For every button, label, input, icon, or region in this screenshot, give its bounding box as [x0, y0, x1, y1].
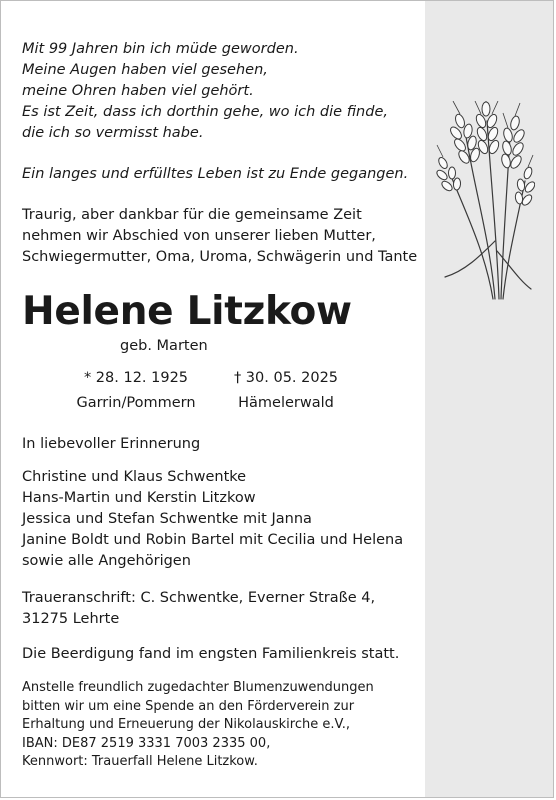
life-dates [56, 368, 422, 414]
maiden-name: geb. Marten [120, 338, 208, 354]
family-list [22, 467, 422, 572]
donation-line: Erhaltung und Erneuerung der Nikolauskirche e.V., [22, 717, 350, 732]
donation-line: bitten wir um eine Spende an den Förderverein zur [22, 698, 355, 714]
obituary-text [22, 39, 422, 772]
donation-line: Kennwort: Trauerfall Helene Litzkow. [22, 754, 258, 769]
wheat-ears-icon [435, 101, 535, 301]
intro-line: Traurig, aber dankbar für die gemeinsame Zeit [22, 207, 362, 223]
intro-line: nehmen wir Abschied von unserer lieben Mutter, [22, 228, 376, 244]
donation-line: Anstelle freundlich zugedachter Blumenzuwendungen [22, 680, 374, 695]
address-line: 31275 Lehrte [22, 611, 120, 627]
family-member: Hans-Martin und Kerstin Litzkow [22, 490, 256, 506]
poem-line: die ich so vermisst habe. [22, 125, 204, 141]
mourning-address [22, 588, 422, 630]
family-member: Janine Boldt und Robin Bartel mit Cecilia und Helena [22, 532, 404, 548]
family-member: sowie alle Angehörigen [22, 553, 191, 569]
deceased-name: Helene Litzkow [22, 289, 352, 334]
burial-note: Die Beerdigung fand im engsten Familienkreis statt. [22, 646, 400, 662]
closing-line: Ein langes und erfülltes Leben ist zu Ende gegangen. [22, 166, 409, 182]
side-strip [425, 1, 553, 797]
poem-line: Es ist Zeit, dass ich dorthin gehe, wo ich die finde, [22, 104, 388, 120]
birth-date: * 28. 12. 1925 [83, 370, 189, 386]
family-member: Jessica und Stefan Schwentke mit Janna [22, 511, 312, 527]
birth-place: Garrin/Pommern [76, 395, 196, 411]
death-date: † 30. 05. 2025 [233, 370, 339, 386]
intro-text [22, 205, 422, 268]
memory-heading: In liebevoller Erinnerung [22, 436, 201, 452]
donation-note [22, 679, 422, 772]
poem-line: meine Ohren haben viel gehört. [22, 83, 254, 99]
poem [22, 39, 422, 144]
poem-line: Mit 99 Jahren bin ich müde geworden. [22, 41, 299, 57]
intro-line: Schwiegermutter, Oma, Uroma, Schwägerin und Tante [22, 249, 418, 265]
donation-line: IBAN: DE87 2519 3331 7003 2335 00, [22, 735, 271, 751]
poem-line: Meine Augen haben viel gesehen, [22, 62, 268, 78]
family-member: Christine und Klaus Schwentke [22, 469, 247, 485]
address-line: Traueranschrift: C. Schwentke, Everner Straße 4, [22, 590, 376, 606]
death-place: Hämelerwald [238, 395, 334, 411]
